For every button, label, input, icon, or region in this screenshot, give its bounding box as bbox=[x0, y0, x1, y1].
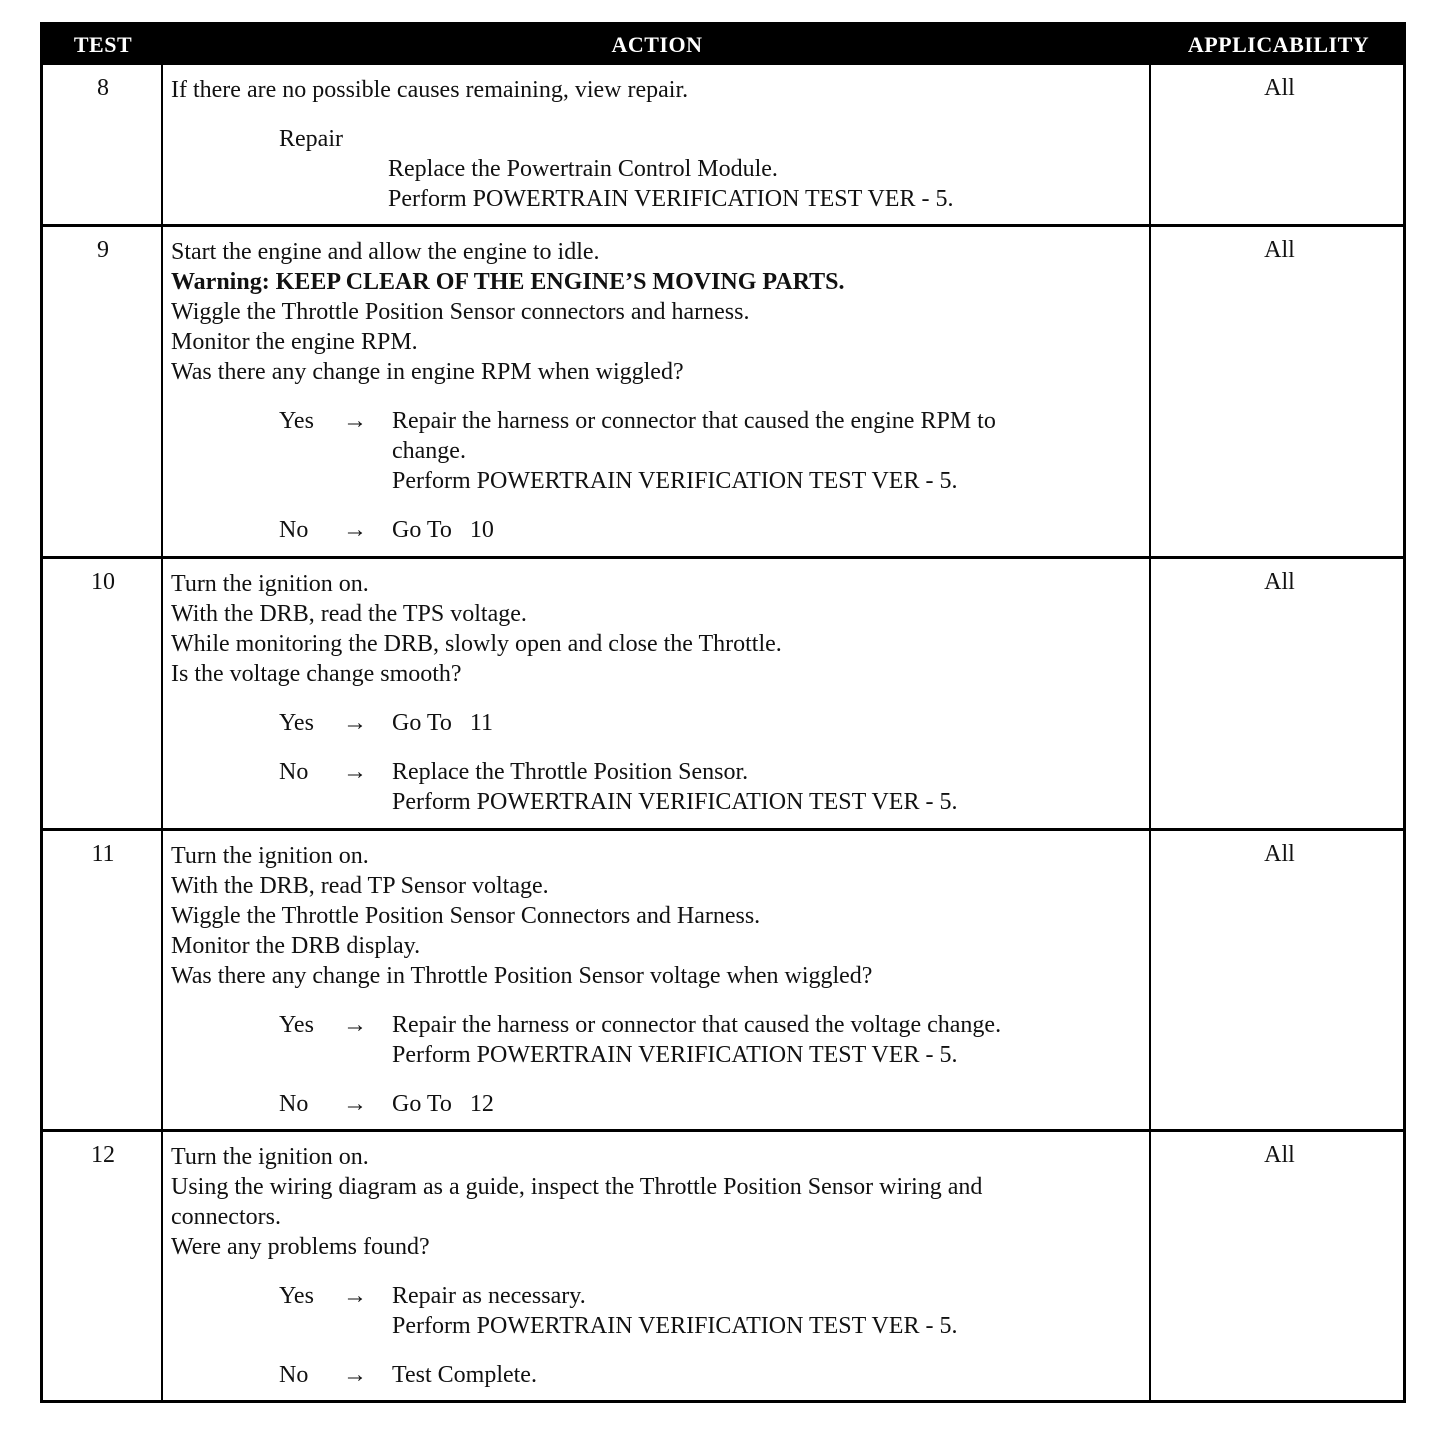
header-action: ACTION bbox=[611, 32, 703, 57]
action-line: While monitoring the DRB, slowly open and close the Throttle. bbox=[171, 631, 782, 657]
header-test: TEST bbox=[73, 32, 133, 57]
action-line: With the DRB, read TP Sensor voltage. bbox=[171, 873, 549, 899]
action-line: Were any problems found? bbox=[171, 1234, 430, 1260]
yes-text-continued: Perform POWERTRAIN VERIFICATION TEST VER - 5. bbox=[392, 1042, 958, 1068]
applicability-value: All bbox=[1264, 1142, 1295, 1168]
test-number: 12 bbox=[91, 1142, 115, 1168]
table-row bbox=[43, 559, 1403, 828]
arrow-icon: → bbox=[343, 1012, 367, 1038]
yes-label: Yes bbox=[279, 408, 314, 434]
arrow-icon: → bbox=[343, 408, 367, 434]
yes-option bbox=[171, 406, 1147, 436]
test-number: 10 bbox=[91, 569, 115, 595]
action-line: Turn the ignition on. bbox=[171, 843, 369, 869]
action-line: connectors. bbox=[171, 1204, 281, 1230]
yes-text: Repair as necessary. bbox=[392, 1283, 586, 1309]
no-option bbox=[171, 1360, 1147, 1390]
action-line: Turn the ignition on. bbox=[171, 571, 369, 597]
action-line: With the DRB, read the TPS voltage. bbox=[171, 601, 527, 627]
repair-line: Perform POWERTRAIN VERIFICATION TEST VER - 5. bbox=[388, 186, 954, 212]
test-number: 11 bbox=[91, 841, 115, 867]
no-label: No bbox=[279, 759, 309, 785]
test-number: 8 bbox=[97, 75, 109, 101]
applicability-value: All bbox=[1264, 841, 1295, 867]
no-text-continued: Perform POWERTRAIN VERIFICATION TEST VER - 5. bbox=[392, 789, 958, 815]
action-cell bbox=[171, 237, 1147, 545]
action-cell bbox=[171, 841, 1147, 1119]
yes-label: Yes bbox=[279, 710, 314, 736]
action-line: Wiggle the Throttle Position Sensor Connectors and Harness. bbox=[171, 903, 761, 929]
action-line: Is the voltage change smooth? bbox=[171, 661, 462, 687]
yes-text: Repair the harness or connector that caused the voltage change. bbox=[392, 1012, 1002, 1038]
action-line: Was there any change in engine RPM when wiggled? bbox=[171, 359, 684, 385]
test-table bbox=[40, 22, 1406, 1403]
arrow-icon: → bbox=[343, 759, 367, 785]
header-applicability: APPLICABILITY bbox=[1187, 32, 1370, 57]
action-line: Start the engine and allow the engine to idle. bbox=[171, 239, 600, 265]
arrow-icon: → bbox=[343, 517, 367, 543]
yes-option bbox=[171, 708, 1147, 738]
no-option bbox=[171, 757, 1147, 787]
action-cell bbox=[171, 1142, 1147, 1390]
arrow-icon: → bbox=[343, 1091, 367, 1117]
no-label: No bbox=[279, 517, 309, 543]
arrow-icon: → bbox=[343, 1362, 367, 1388]
no-text: Test Complete. bbox=[392, 1362, 537, 1388]
action-line: Wiggle the Throttle Position Sensor connectors and harness. bbox=[171, 299, 750, 325]
table-header bbox=[43, 25, 1403, 65]
yes-text-continued: Perform POWERTRAIN VERIFICATION TEST VER - 5. bbox=[392, 468, 958, 494]
yes-text-continued: Perform POWERTRAIN VERIFICATION TEST VER - 5. bbox=[392, 1313, 958, 1339]
no-text: Go To 12 bbox=[392, 1091, 494, 1117]
repair-line: Replace the Powertrain Control Module. bbox=[388, 156, 778, 182]
yes-option bbox=[171, 1281, 1147, 1311]
arrow-icon: → bbox=[343, 710, 367, 736]
table-row bbox=[43, 831, 1403, 1129]
applicability-value: All bbox=[1264, 569, 1295, 595]
yes-text: Go To 11 bbox=[392, 710, 493, 736]
action-line: If there are no possible causes remaining, view repair. bbox=[171, 77, 689, 103]
no-label: No bbox=[279, 1362, 309, 1388]
yes-option bbox=[171, 1010, 1147, 1040]
action-line: Monitor the DRB display. bbox=[171, 933, 421, 959]
table-row bbox=[43, 1132, 1403, 1400]
action-line: Turn the ignition on. bbox=[171, 1144, 369, 1170]
table-row bbox=[43, 65, 1403, 225]
applicability-value: All bbox=[1264, 237, 1295, 263]
no-label: No bbox=[279, 1091, 309, 1117]
action-cell bbox=[171, 569, 1147, 817]
test-number: 9 bbox=[97, 237, 109, 263]
no-text: Replace the Throttle Position Sensor. bbox=[392, 759, 749, 785]
action-line: Was there any change in Throttle Position Sensor voltage when wiggled? bbox=[171, 963, 873, 989]
action-cell bbox=[171, 75, 1147, 214]
warning-text: Warning: KEEP CLEAR OF THE ENGINE’S MOVING PARTS. bbox=[171, 269, 845, 295]
applicability-value: All bbox=[1264, 75, 1295, 101]
yes-label: Yes bbox=[279, 1283, 314, 1309]
repair-label: Repair bbox=[279, 126, 343, 152]
action-line: Using the wiring diagram as a guide, inspect the Throttle Position Sensor wiring and bbox=[171, 1174, 983, 1200]
yes-label: Yes bbox=[279, 1012, 314, 1038]
action-line: Monitor the engine RPM. bbox=[171, 329, 418, 355]
no-option bbox=[171, 515, 1147, 545]
yes-text-continued: change. bbox=[392, 438, 466, 464]
no-option bbox=[171, 1089, 1147, 1119]
no-text: Go To 10 bbox=[392, 517, 494, 543]
arrow-icon: → bbox=[343, 1283, 367, 1309]
yes-text: Repair the harness or connector that caused the engine RPM to bbox=[392, 408, 996, 434]
table-row bbox=[43, 227, 1403, 557]
